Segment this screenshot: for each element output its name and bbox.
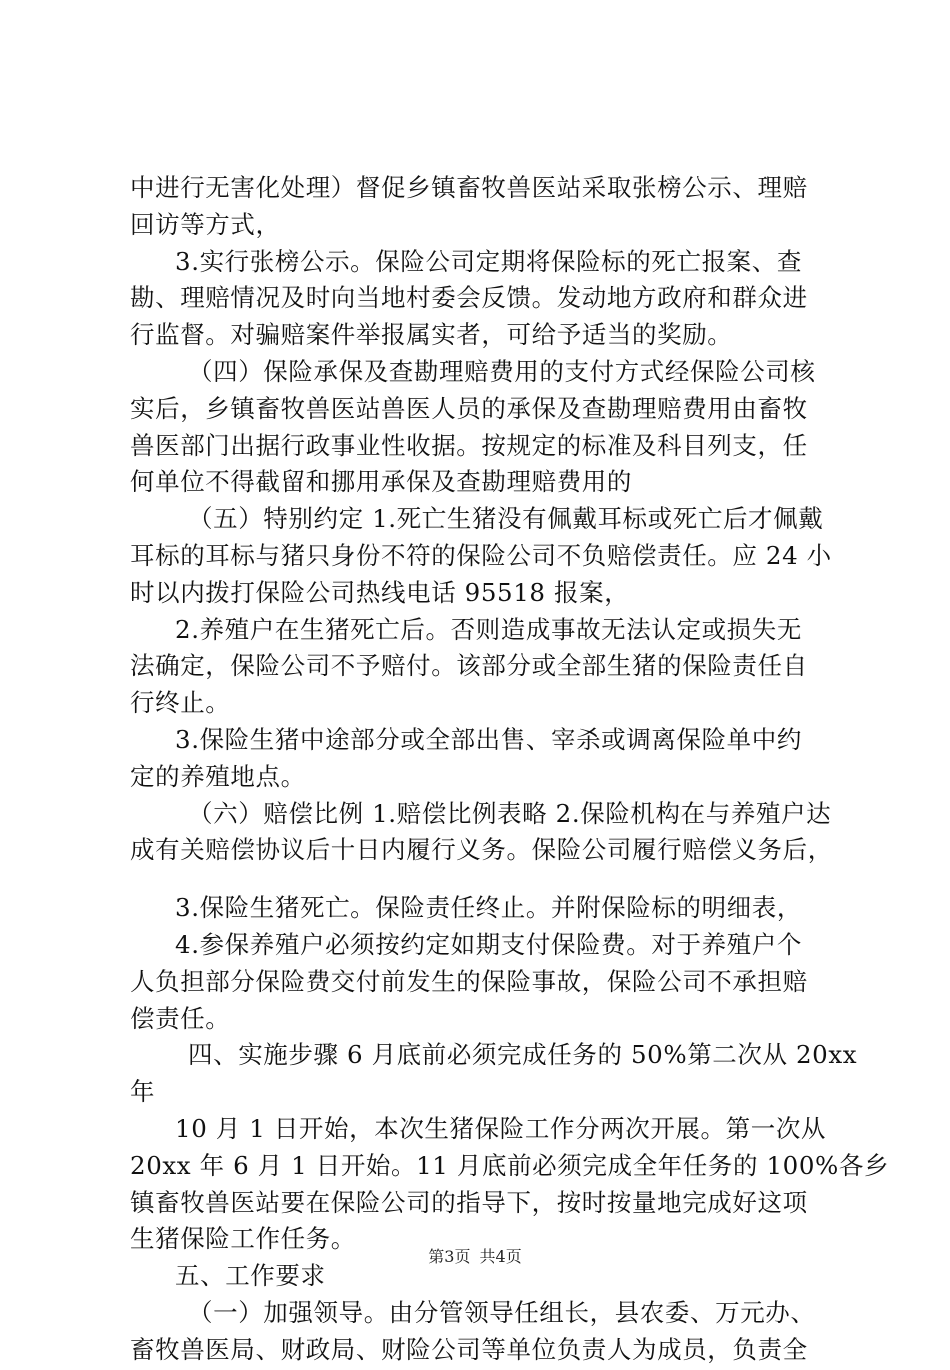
text-line: （四）保险承保及查勘理赔费用的支付方式经保险公司核: [188, 357, 816, 386]
page-total: 共4页: [479, 1247, 522, 1266]
text-line: 何单位不得截留和挪用承保及查勘理赔费用的: [130, 467, 632, 497]
text-line: 畜牧兽医局、财政局、财险公司等单位负责人为成员，负责全: [130, 1334, 808, 1364]
text-line: 3.保险生猪中途部分或全部出售、宰杀或调离保险单中约: [175, 725, 802, 754]
text-line: 中进行无害化处理）督促乡镇畜牧兽医站采取张榜公示、理赔: [130, 173, 808, 202]
text-line: 兽医部门出据行政事业性收据。按规定的标准及科目列支，任: [130, 430, 808, 460]
text-line: 3.保险生猪死亡。保险责任终止。并附保险标的明细表，: [175, 893, 802, 923]
text-line: 定的养殖地点。: [130, 761, 306, 791]
text-line: 偿责任。: [130, 1003, 231, 1033]
text-line: 实后，乡镇畜牧兽医站兽医人员的承保及查勘理赔费用由畜牧: [130, 393, 808, 423]
text-line: （五）特别约定 1.死亡生猪没有佩戴耳标或死亡后才佩戴: [188, 504, 824, 534]
text-line: 3.实行张榜公示。保险公司定期将保险标的死亡报案、查: [175, 246, 802, 276]
text-line: 行监督。对骗赔案件举报属实者，可给予适当的奖励。: [130, 320, 733, 350]
text-line: 耳标的耳标与猪只身份不符的保险公司不负赔偿责任。应 24 小: [130, 541, 832, 570]
text-line: 20xx 年 6 月 1 日开始。11 月底前必须完成全年任务的 100%各乡: [130, 1150, 890, 1180]
text-line: 镇畜牧兽医站要在保险公司的指导下，按时按量地完成好这项: [130, 1187, 808, 1217]
text-line: 4.参保养殖户必须按约定如期支付保险费。对于养殖户个: [175, 930, 802, 959]
text-line: 法确定，保险公司不予赔付。该部分或全部生猪的保险责任自: [130, 651, 808, 681]
text-line: 五、工作要求: [175, 1261, 326, 1291]
text-line: 生猪保险工作任务。: [130, 1224, 356, 1254]
text-line: 2.养殖户在生猪死亡后。否则造成事故无法认定或损失无: [175, 614, 802, 644]
text-line: 年: [130, 1077, 156, 1107]
page-number: 第3页: [428, 1247, 471, 1266]
page-footer: [0, 1244, 950, 1267]
text-line: 时以内拨打保险公司热线电话 95518 报案，: [130, 577, 630, 607]
text-line: 四、实施步骤 6 月底前必须完成任务的 50%第二次从 20xx: [188, 1040, 858, 1070]
text-line: 10 月 1 日开始，本次生猪保险工作分两次开展。第一次从: [175, 1114, 827, 1143]
text-line: 成有关赔偿协议后十日内履行义务。保险公司履行赔偿义务后，: [130, 835, 833, 865]
text-line: 行终止。: [130, 688, 231, 718]
text-line: 人负担部分保险费交付前发生的保险事故，保险公司不承担赔: [130, 966, 808, 996]
text-line: 勘、理赔情况及时向当地村委会反馈。发动地方政府和群众进: [130, 283, 808, 313]
text-line: 回访等方式，: [130, 209, 281, 239]
text-line: （一）加强领导。由分管领导任组长，县农委、万元办、: [188, 1298, 816, 1327]
text-line: （六）赔偿比例 1.赔偿比例表略 2.保险机构在与养殖户达: [188, 798, 832, 828]
